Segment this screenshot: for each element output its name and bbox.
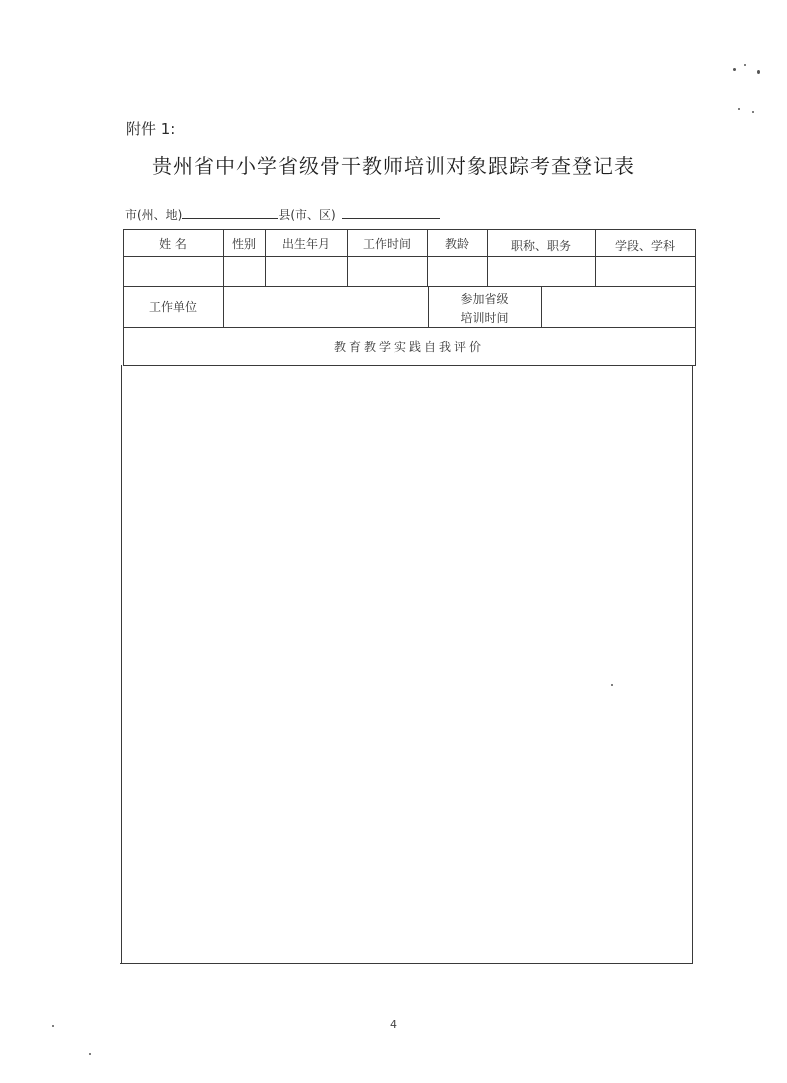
county-blank[interactable] [342,206,440,219]
gender-value-cell[interactable] [224,257,265,286]
training-time-label-2: 培训时间 [460,311,509,325]
county-label: 县(市、区) [278,208,336,222]
header-title-post: 职称、职务 [510,239,571,253]
stage-subject-value-cell[interactable] [596,257,695,286]
page-number: 4 [390,1018,397,1031]
header-birth: 出生年月 [281,237,330,251]
work-unit-label: 工作单位 [148,300,197,314]
annex-label: 附件 1: [126,120,176,138]
region-line [125,206,440,223]
name-value-cell[interactable] [124,257,223,286]
work-unit-value-cell[interactable] [224,287,428,327]
header-gender: 性别 [231,237,256,251]
header-work-time: 工作时间 [362,237,411,251]
header-stage-subject: 学段、学科 [614,239,675,253]
city-label: 市(州、地) [125,208,183,222]
birth-value-cell[interactable] [266,257,347,286]
title-post-value-cell[interactable] [488,257,595,286]
teaching-years-value-cell[interactable] [428,257,487,286]
header-teaching-years: 教龄 [444,237,469,251]
header-name: 姓 名 [159,237,187,251]
training-time-value-cell[interactable] [542,287,695,327]
work-time-value-cell[interactable] [348,257,427,286]
training-time-label-1: 参加省级 [460,292,509,306]
self-evaluation-area[interactable] [122,366,692,963]
city-blank[interactable] [182,206,278,219]
self-evaluation-header: 教育教学实践自我评价 [333,340,484,354]
form-title: 贵州省中小学省级骨干教师培训对象跟踪考查登记表 [152,154,635,178]
